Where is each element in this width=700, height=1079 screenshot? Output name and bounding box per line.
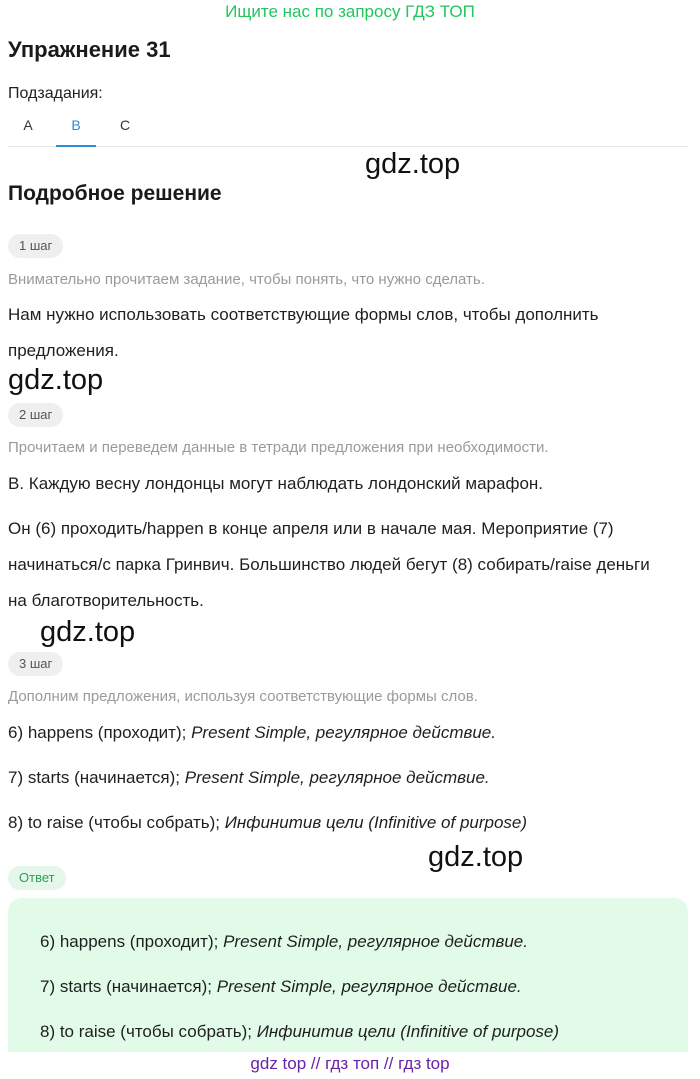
solution-line [8, 805, 668, 841]
tab-a[interactable]: A [23, 117, 33, 133]
answer-box [8, 898, 688, 1052]
watermark: gdz.top [40, 616, 136, 648]
answer-line [40, 932, 528, 952]
step-text: Нам нужно использовать соответствующие формы слов, чтобы дополнить предложения. [8, 305, 599, 360]
subtask-tabs [8, 112, 688, 147]
solution-line-explanation: Present Simple, регулярное действие. [191, 723, 496, 742]
watermark: gdz.top [365, 148, 461, 180]
solution-line-text: 7) starts (начинается); [8, 768, 185, 787]
step-hint: Внимательно прочитаем задание, чтобы понять, что нужно сделать. [8, 271, 485, 288]
subtasks-label: Подзадания: [8, 85, 103, 102]
solution-line-text: 8) to raise (чтобы собрать); [8, 813, 225, 832]
watermark: gdz.top [8, 364, 104, 396]
tab-c[interactable]: C [119, 117, 131, 133]
step-badge: 3 шаг [8, 652, 63, 676]
step-text: Он (6) проходить/happen в конце апреля или в начале мая. Мероприятие (7) начинаться/с парка Гринвич. Большинство людей бегут (8) собирать/raise деньги на благотворительность. [8, 519, 650, 610]
solution-line [8, 760, 668, 796]
promo-banner[interactable]: Ищите нас по запросу ГДЗ ТОП [225, 2, 475, 21]
footer-links[interactable]: gdz top // гдз топ // гдз top [250, 1054, 450, 1073]
solution-line [8, 715, 668, 751]
answer-line-text: 8) to raise (чтобы собрать); [40, 1022, 257, 1041]
step-badge: 1 шаг [8, 234, 63, 258]
watermark: gdz.top [428, 841, 524, 873]
step-hint: Дополним предложения, используя соответствующие формы слов. [8, 688, 478, 705]
tab-b[interactable]: B [56, 112, 96, 147]
solution-line-explanation: Present Simple, регулярное действие. [184, 768, 490, 787]
step-badge: 2 шаг [8, 403, 63, 427]
step-hint: Прочитаем и переведем данные в тетради предложения при необходимости. [8, 439, 549, 456]
answer-badge: Ответ [8, 866, 66, 890]
answer-line-text: 6) happens (проходит); [40, 932, 224, 951]
answer-line [40, 977, 522, 997]
answer-line-explanation: Present Simple, регулярное действие. [223, 932, 528, 951]
answer-line-text: 7) starts (начинается); [40, 977, 217, 996]
solution-line-text: 6) happens (проходит); [8, 723, 192, 742]
answer-line-explanation: Present Simple, регулярное действие. [216, 977, 522, 996]
page-title: Упражнение 31 [8, 37, 171, 62]
step-text: B. Каждую весну лондонцы могут наблюдать лондонский марафон. [8, 474, 544, 493]
solution-line-explanation: Инфинитив цели (Infinitive of purpose) [224, 813, 528, 832]
solution-title: Подробное решение [8, 182, 222, 205]
answer-line [40, 1022, 559, 1042]
answer-line-explanation: Инфинитив цели (Infinitive of purpose) [256, 1022, 560, 1041]
